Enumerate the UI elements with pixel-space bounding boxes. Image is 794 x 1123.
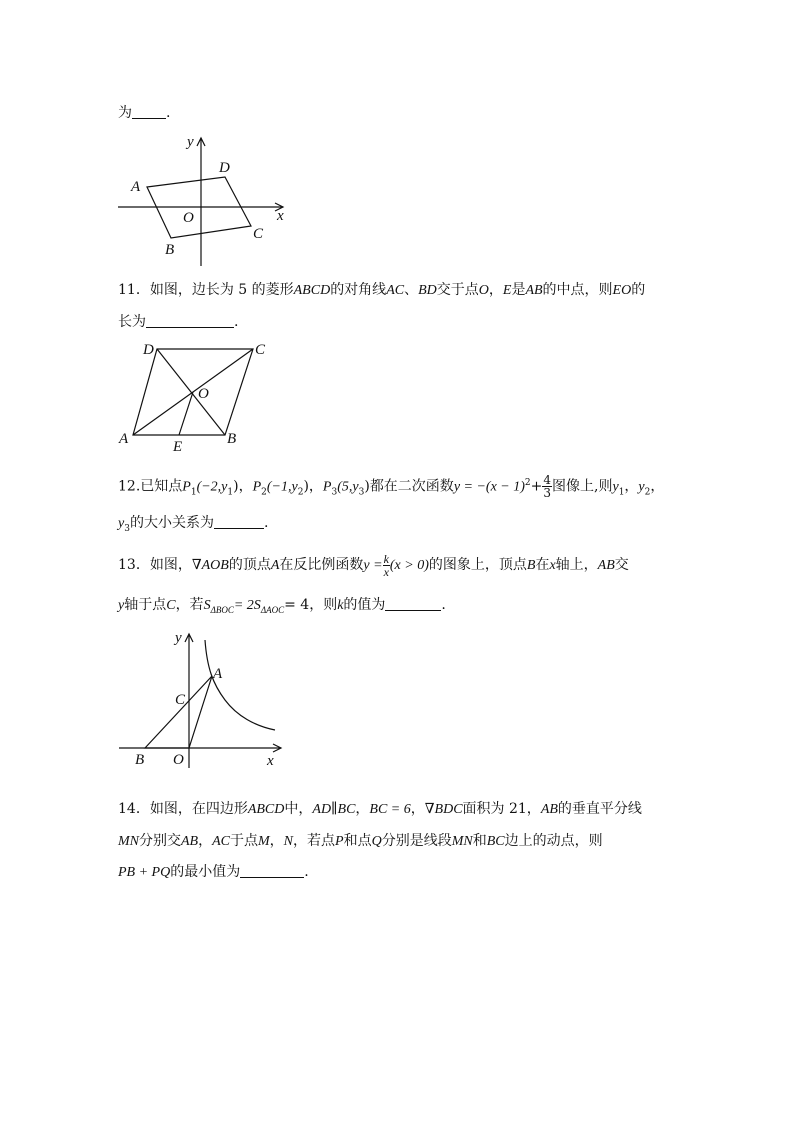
label-e: E	[173, 439, 183, 455]
q14-line3	[118, 863, 309, 882]
q14-var: BC = 6	[369, 802, 411, 817]
q14-text: ，	[269, 833, 284, 849]
label-d: D	[143, 342, 154, 358]
q11-text: 交于点	[436, 282, 479, 298]
q14-text: ，	[355, 801, 370, 817]
q11-text: 长为	[118, 314, 146, 330]
period: .	[304, 864, 309, 880]
q14-line2	[118, 832, 603, 851]
subscript: 3	[331, 487, 338, 498]
q12-text: 12.已知点	[118, 478, 183, 495]
q12-line2	[118, 514, 268, 538]
label-y: y	[175, 630, 182, 646]
segment-eo	[179, 392, 193, 435]
q14-text: 面积为 21，	[462, 801, 541, 817]
q12-line1	[118, 470, 664, 505]
subscript: 1	[227, 487, 234, 498]
q14-text: 的最小值为	[170, 864, 241, 880]
q13-text: 13．如图，	[118, 557, 192, 573]
q14-text: 分别是线段	[381, 833, 452, 849]
q14-var: AD∥BC	[312, 802, 356, 817]
q13-var: C	[166, 598, 176, 613]
q13-text: 在	[535, 557, 550, 573]
answer-blank[interactable]	[146, 313, 234, 328]
diagonal-bd	[157, 349, 225, 435]
label-a: A	[213, 666, 223, 682]
subscript: 3	[358, 487, 365, 498]
q12-point: (−1,y	[266, 479, 298, 495]
q12-text: 都在二次函数	[369, 478, 454, 495]
comma: ，	[650, 478, 665, 495]
q13-var: k	[337, 598, 344, 613]
label-x: x	[267, 753, 274, 769]
q13-var: A	[270, 558, 280, 573]
label-c: C	[175, 692, 186, 708]
label-c: C	[255, 342, 266, 358]
q12-var: P	[252, 479, 262, 495]
q13-text: 在反比例函数	[279, 557, 364, 573]
q14-var: BC	[486, 834, 505, 849]
q14-var: P	[335, 834, 344, 849]
q12-text: 图像上,则	[552, 478, 613, 495]
label-o: O	[183, 210, 194, 226]
q11-var: E	[502, 283, 512, 298]
q14-var: ∇BDC	[424, 802, 463, 817]
q11-var: AB	[525, 283, 543, 298]
label-b: B	[165, 242, 175, 258]
q12-point: (5,y	[337, 479, 359, 495]
q11-var: ABCD	[293, 283, 331, 298]
q14-text: 边上的动点，则	[504, 833, 603, 849]
fraction	[542, 474, 552, 499]
hyperbola-curve	[205, 640, 275, 730]
q11-var: BD	[418, 283, 437, 298]
q14-text: 和点	[343, 833, 372, 849]
q12-var: y	[638, 479, 645, 495]
subscript: 2	[261, 487, 267, 498]
q13-text: 轴上，	[555, 557, 598, 573]
label-c: C	[253, 226, 264, 242]
period: .	[441, 597, 446, 613]
q13-line2	[118, 596, 446, 619]
q10-text: 为	[118, 105, 132, 121]
fraction	[383, 553, 390, 578]
q14-var: AB	[181, 834, 199, 849]
q11-text: 的对角线	[330, 282, 387, 298]
q13-condition: (x > 0)	[389, 558, 429, 573]
q14-text: 于点	[230, 833, 258, 849]
q13-text: 的图象上，顶点	[428, 557, 527, 573]
subscript: 2	[297, 487, 304, 498]
label-a: A	[131, 179, 141, 195]
subscript: 1	[618, 487, 625, 498]
subscript: 3	[124, 523, 130, 534]
q11-text: 的中点，则	[542, 282, 613, 298]
denominator: x	[383, 564, 389, 579]
numerator: k	[383, 551, 389, 566]
figure-rhombus	[115, 340, 285, 455]
q12-text: 的大小关系为	[129, 515, 214, 531]
numerator: 4	[543, 473, 552, 488]
q13-expr: = 2S	[233, 598, 261, 613]
q11-text: ，	[488, 282, 503, 298]
q13-text: 的值为	[343, 597, 386, 613]
q11-var: EO	[612, 283, 632, 298]
q14-var: ABCD	[247, 802, 285, 817]
q14-text: ，	[198, 833, 213, 849]
q13-var: ∇AOB	[191, 558, 229, 573]
q11-var: AC	[386, 283, 405, 298]
q12-point: (−2,y	[196, 479, 228, 495]
q11-var: O	[478, 283, 489, 298]
q11-text: 11．如图，边长为 5 的菱形	[118, 282, 294, 298]
q13-var: S	[203, 598, 211, 613]
q14-expr: PB + PQ	[118, 865, 171, 880]
q13-text: 交	[614, 557, 629, 573]
label-x: x	[277, 208, 284, 224]
label-a: A	[119, 431, 129, 447]
answer-blank[interactable]	[385, 596, 441, 611]
q11-text: 的	[631, 282, 646, 298]
q13-text: 轴于点	[124, 597, 167, 613]
label-b: B	[227, 431, 237, 447]
q13-expr: = 4，则	[284, 597, 338, 613]
denominator: 3	[543, 486, 552, 501]
q12-var: P	[322, 479, 332, 495]
subscript: 2	[644, 487, 651, 498]
q13-var: B	[526, 558, 536, 573]
paren: )	[364, 478, 370, 495]
answer-blank[interactable]	[214, 514, 264, 529]
q14-text: 14．如图，在四边形	[118, 801, 248, 817]
q14-var: MN	[118, 834, 139, 849]
q11-text: 、	[404, 282, 419, 298]
label-b: B	[135, 752, 145, 768]
q14-var: AC	[212, 834, 230, 849]
q14-text: 中，	[284, 801, 313, 817]
q14-text: 和	[472, 833, 487, 849]
q10-answer-line	[118, 104, 170, 122]
q12-var: P	[182, 479, 191, 495]
paren: )，	[303, 478, 323, 495]
period: .	[166, 105, 171, 121]
q13-var: AB	[597, 558, 615, 573]
q11-line2	[118, 313, 238, 331]
q13-function: y =	[363, 558, 383, 573]
plus: +	[530, 478, 543, 495]
q13-text: 的顶点	[228, 557, 271, 573]
q13-var: x	[549, 558, 556, 573]
q14-line1	[118, 800, 642, 819]
q13-var: y	[118, 598, 125, 613]
superscript: 2	[524, 478, 531, 488]
paren: )，	[233, 478, 253, 495]
q11-line1	[118, 281, 645, 300]
q14-var: M	[258, 834, 270, 849]
q14-var: AB	[540, 802, 558, 817]
comma: ，	[624, 478, 639, 495]
subscript: ΔAOC	[260, 604, 285, 615]
figure-parallelogram	[115, 130, 295, 270]
q12-function: y = −(x − 1)	[453, 479, 525, 495]
triangle-aob	[145, 676, 212, 748]
period: .	[263, 515, 269, 531]
q14-text: 分别交	[139, 833, 181, 849]
q14-var: Q	[371, 834, 382, 849]
answer-blank[interactable]	[132, 104, 166, 119]
q14-text: ，若点	[293, 833, 336, 849]
q14-text: ，	[410, 801, 425, 817]
subscript: 1	[190, 487, 197, 498]
q14-var: N	[283, 834, 294, 849]
period: .	[234, 314, 239, 330]
q12-var: y	[612, 479, 619, 495]
answer-blank[interactable]	[240, 863, 304, 878]
label-o: O	[173, 752, 184, 768]
q14-text: 的垂直平分线	[557, 801, 642, 817]
label-o: O	[198, 386, 209, 402]
subscript: ΔBOC	[210, 604, 234, 615]
q14-var: MN	[451, 834, 473, 849]
label-d: D	[219, 160, 230, 176]
q13-text: ，若	[175, 597, 204, 613]
q11-text: 是	[511, 282, 526, 298]
figure-hyperbola	[115, 628, 295, 770]
label-y: y	[187, 134, 194, 150]
q12-var: y	[118, 516, 125, 531]
q13-line1	[118, 552, 629, 579]
